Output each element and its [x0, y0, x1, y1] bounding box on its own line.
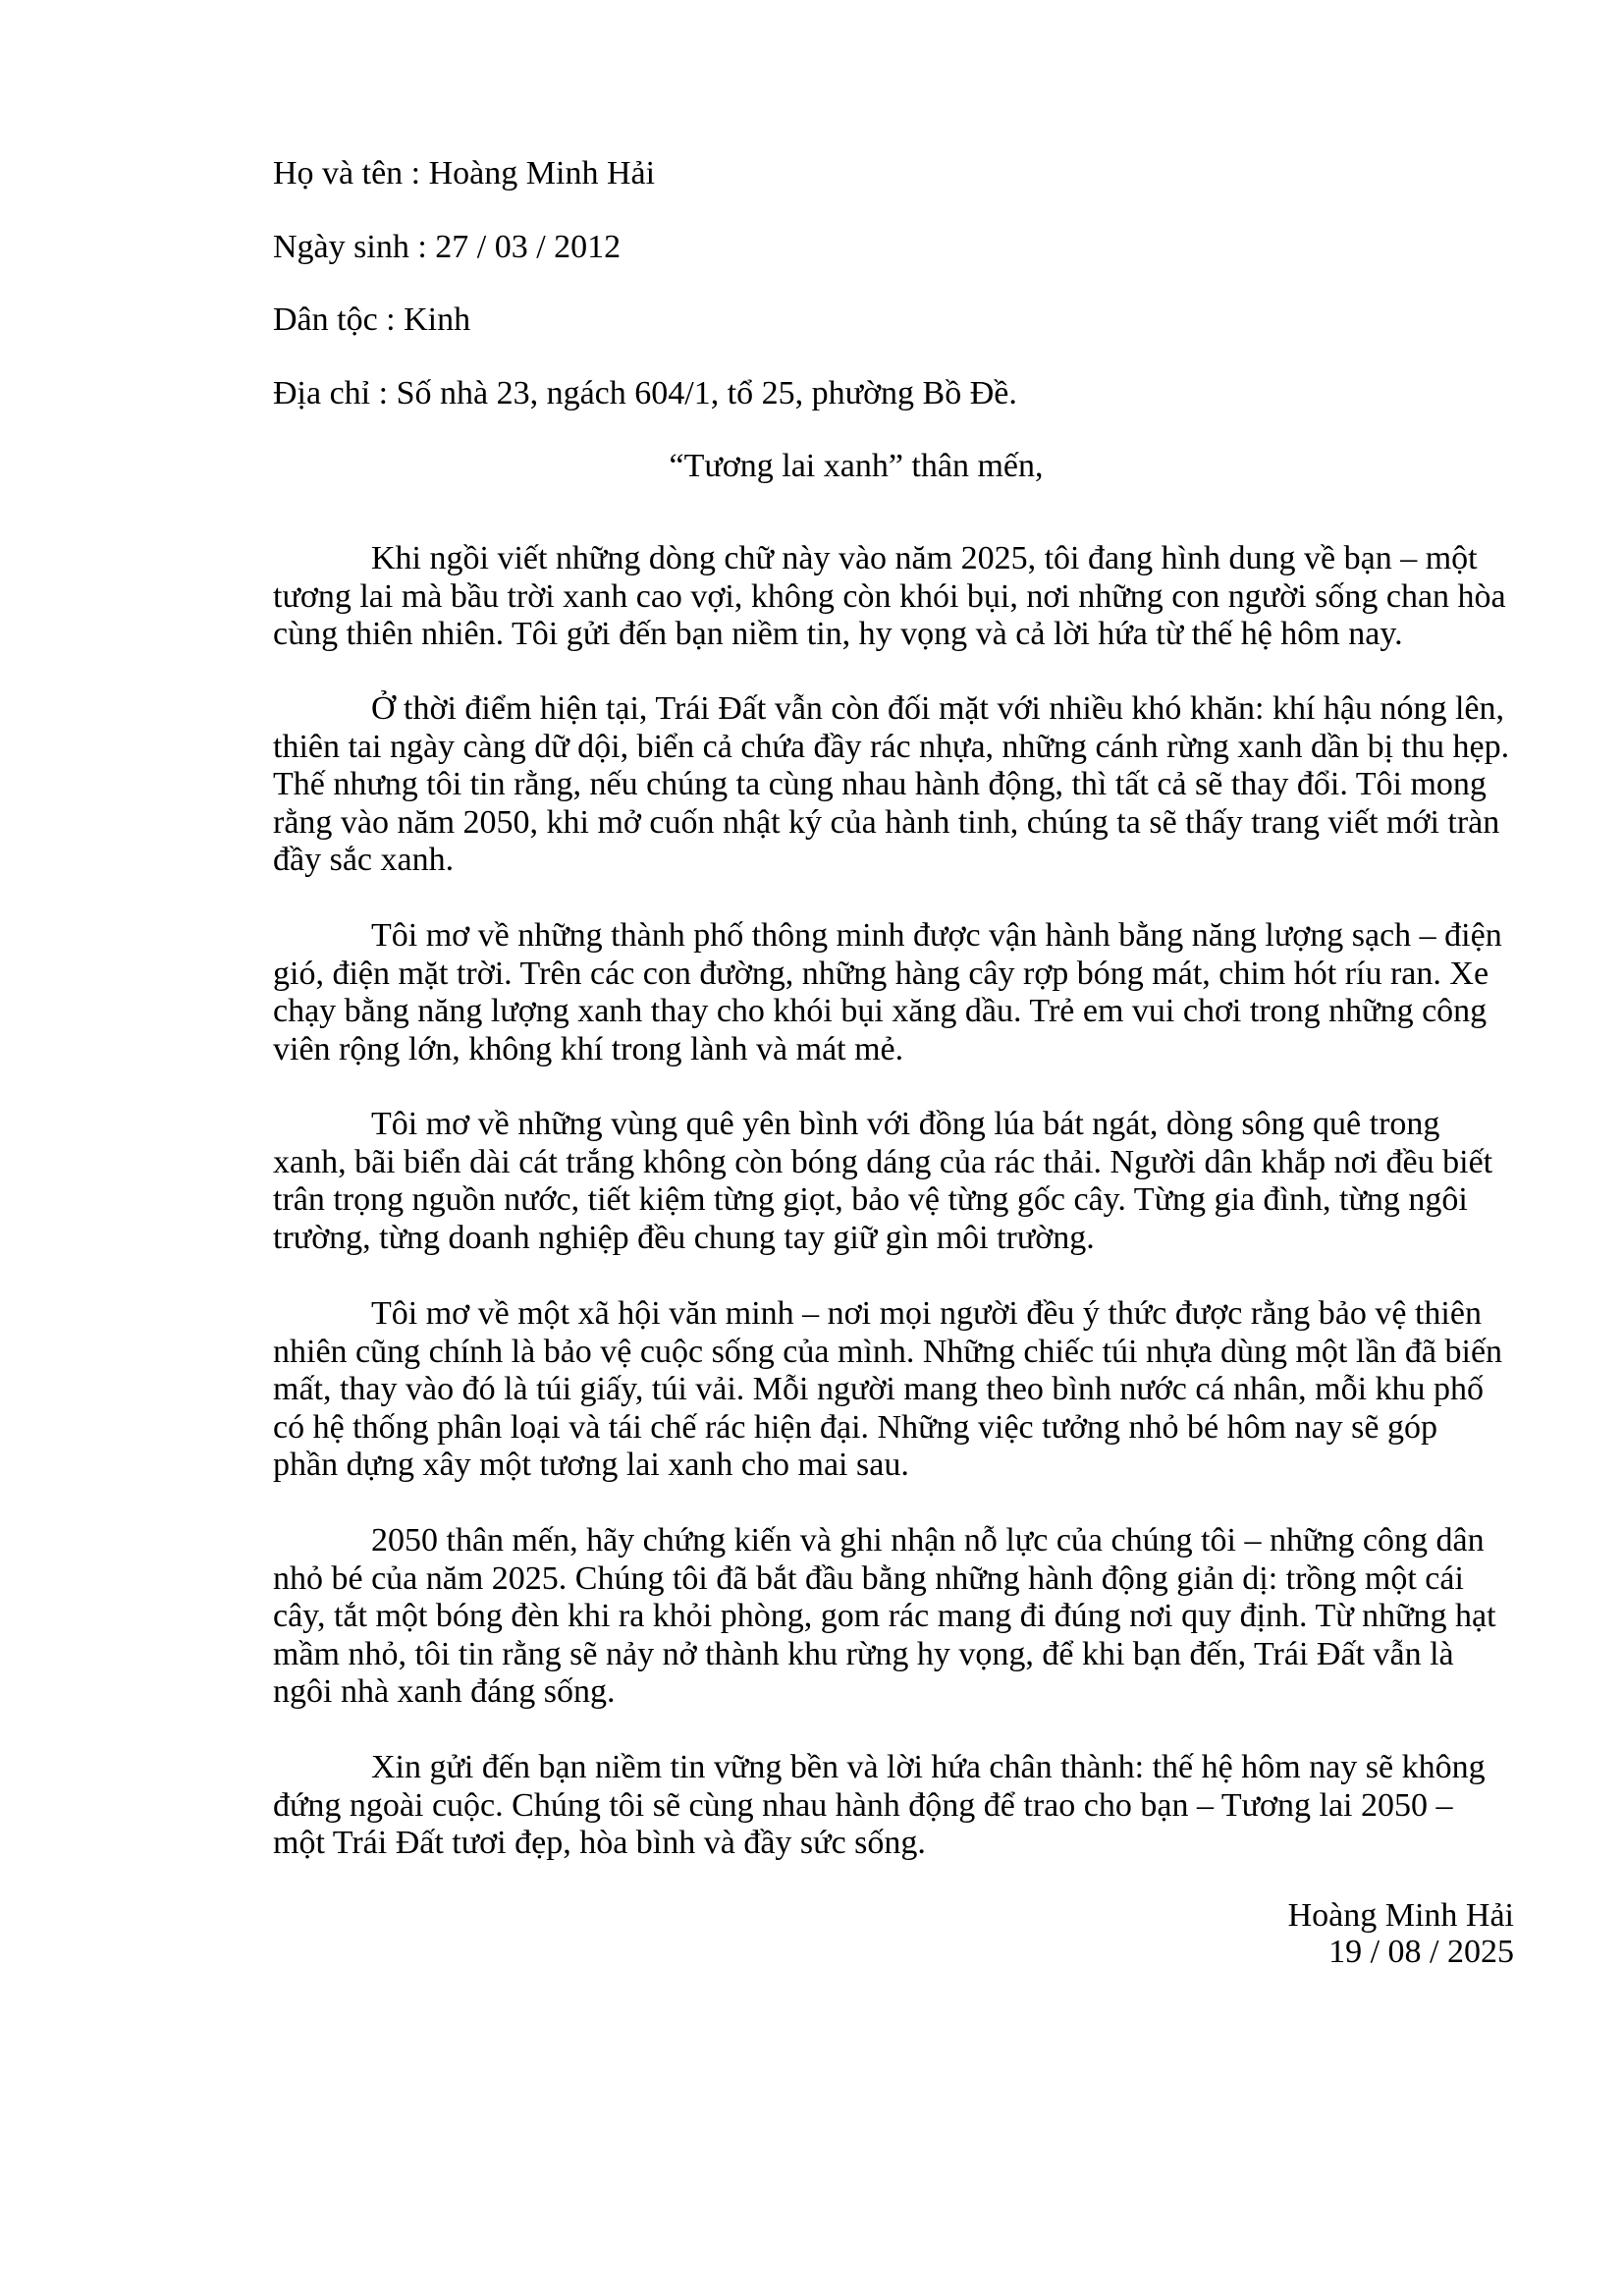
- paragraph-4: Tôi mơ về những vùng quê yên bình với đồng lúa bát ngát, dòng sông quê trong xanh, bãi biển dài cát trắng không còn bóng dáng của rác thải. Người dân khắp nơi đều biết trân trọng nguồn nước, tiết kiệm từng giọt, bảo vệ từng gốc cây. Từng gia đình, từng ngôi trường, từng doanh nghiệp đều chung tay giữ gìn môi trường.: [273, 1106, 1493, 1256]
- paragraph-2: Ở thời điểm hiện tại, Trái Đất vẫn còn đối mặt với nhiều khó khăn: khí hậu nóng lên, thiên tai ngày càng dữ dội, biển cả chứa đầy rác nhựa, những cánh rừng xanh dần bị thu hẹp. Thế nhưng tôi tin rằng, nếu chúng ta cùng nhau hành động, thì tất cả sẽ thay đổi. Tôi mong rằng vào năm 2050, khi mở cuốn nhật ký của hành tinh, chúng ta sẽ thấy trang viết mới tràn đầy sắc xanh.: [273, 690, 1510, 879]
- birth-date-line: Ngày sinh : 27 / 03 / 2012: [273, 229, 622, 265]
- greeting: “Tương lai xanh” thân mến,: [669, 448, 1044, 484]
- paragraph-3: Tôi mơ về những thành phố thông minh được vận hành bằng năng lượng sạch – điện gió, điện mặt trời. Trên các con đường, những hàng cây rợp bóng mát, chim hót ríu ran. Xe chạy bằng năng lượng xanh thay cho khói bụi xăng dầu. Trẻ em vui chơi trong những công viên rộng lớn, không khí trong lành và mát mẻ.: [273, 917, 1502, 1067]
- signature-name: Hoàng Minh Hải: [1287, 1897, 1514, 1934]
- ethnicity-line: Dân tộc : Kinh: [273, 301, 471, 338]
- name-line: Họ và tên : Hoàng Minh Hải: [273, 155, 656, 191]
- signature-date: 19 / 08 / 2025: [1328, 1934, 1514, 1970]
- paragraph-6: 2050 thân mến, hãy chứng kiến và ghi nhận nỗ lực của chúng tôi – những công dân nhỏ bé của năm 2025. Chúng tôi đã bắt đầu bằng những hành động giản dị: trồng một cái cây, tắt một bóng đèn khi ra khỏi phòng, gom rác mang đi đúng nơi quy định. Từ những hạt mầm nhỏ, tôi tin rằng sẽ nảy nở thành khu rừng hy vọng, để khi bạn đến, Trái Đất vẫn là ngôi nhà xanh đáng sống.: [273, 1522, 1496, 1711]
- address-line: Địa chỉ : Số nhà 23, ngách 604/1, tổ 25, phường Bồ Đề.: [273, 375, 1017, 411]
- paragraph-7: Xin gửi đến bạn niềm tin vững bền và lời hứa chân thành: thế hệ hôm nay sẽ không đứng ngoài cuộc. Chúng tôi sẽ cùng nhau hành động để trao cho bạn – Tương lai 2050 – một Trái Đất tươi đẹp, hòa bình và đầy sức sống.: [273, 1749, 1486, 1862]
- paragraph-5: Tôi mơ về một xã hội văn minh – nơi mọi người đều ý thức được rằng bảo vệ thiên nhiên cũng chính là bảo vệ cuộc sống của mình. Những chiếc túi nhựa dùng một lần đã biến mất, thay vào đó là túi giấy, túi vải. Mỗi người mang theo bình nước cá nhân, mỗi khu phố có hệ thống phân loại và tái chế rác hiện đại. Những việc tưởng nhỏ bé hôm nay sẽ góp phần dựng xây một tương lai xanh cho mai sau.: [273, 1295, 1503, 1484]
- paragraph-1: Khi ngồi viết những dòng chữ này vào năm 2025, tôi đang hình dung về bạn – một tương lai mà bầu trời xanh cao vợi, không còn khói bụi, nơi những con người sống chan hòa cùng thiên nhiên. Tôi gửi đến bạn niềm tin, hy vọng và cả lời hứa từ thế hệ hôm nay.: [273, 540, 1506, 653]
